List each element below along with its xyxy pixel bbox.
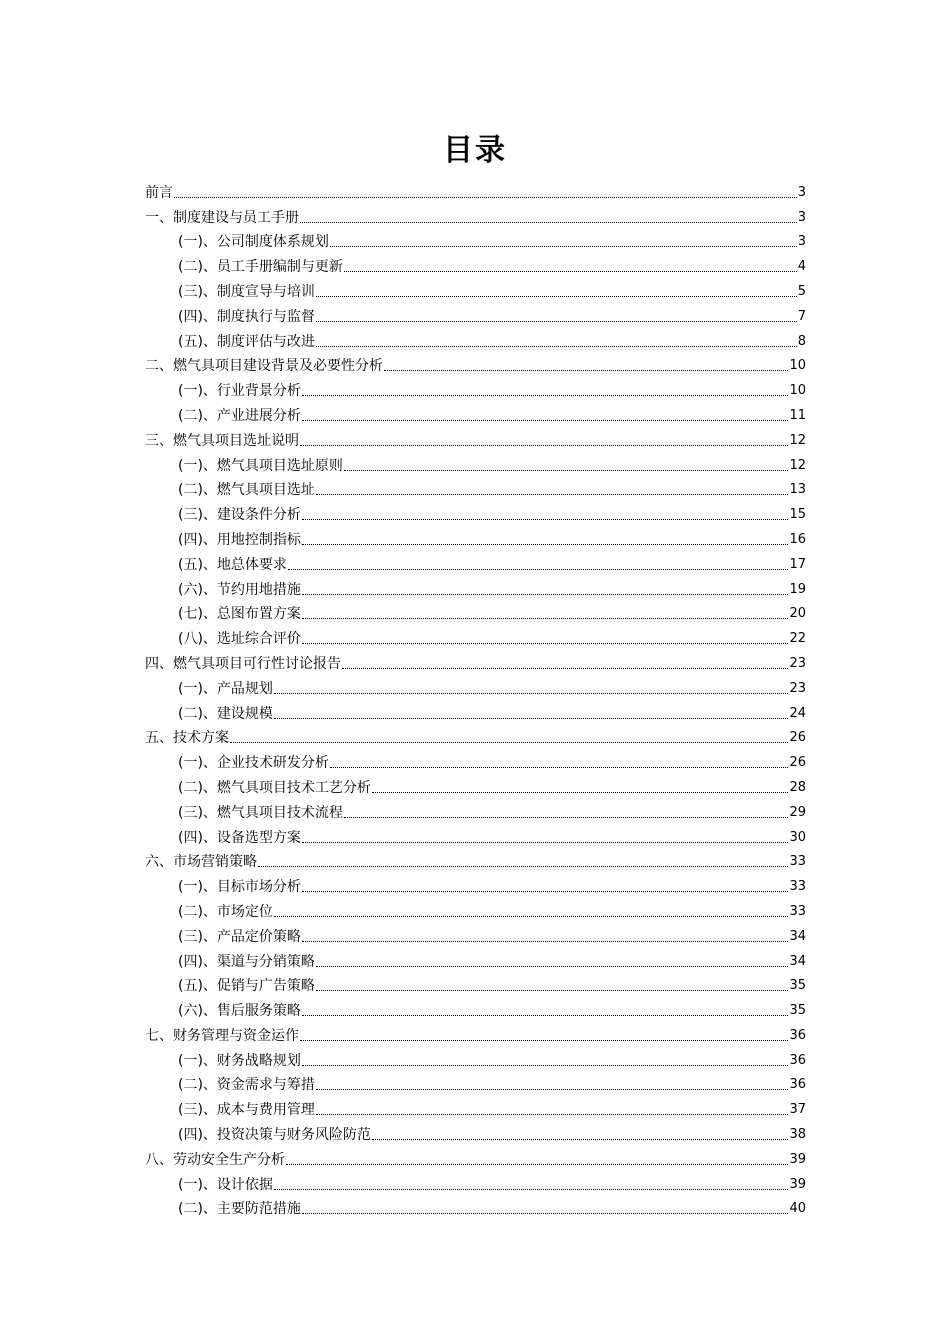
toc-entry[interactable] xyxy=(145,920,806,945)
toc-entry-label: (四)、渠道与分销策略 xyxy=(178,953,315,970)
toc-entry[interactable] xyxy=(145,895,806,920)
toc-entry-label: (三)、燃气具项目技术流程 xyxy=(178,804,343,821)
toc-entry-label: (二)、建设规模 xyxy=(178,705,273,722)
toc-entry-label: (二)、主要防范措施 xyxy=(178,1201,301,1218)
toc-entry-label: (一)、财务战略规划 xyxy=(178,1052,301,1069)
toc-dot-leader xyxy=(174,197,797,198)
toc-entry[interactable] xyxy=(145,523,806,548)
toc-page-number: 19 xyxy=(789,581,806,597)
toc-page-number: 23 xyxy=(789,655,806,671)
toc-dot-leader xyxy=(316,990,789,991)
toc-dot-leader xyxy=(316,1114,789,1115)
toc-entry-label: (三)、制度宣导与培训 xyxy=(178,283,315,300)
toc-entry[interactable] xyxy=(145,945,806,970)
toc-dot-leader xyxy=(372,1139,789,1140)
toc-entry-label: 前言 xyxy=(145,184,173,201)
toc-entry[interactable] xyxy=(145,399,806,424)
toc-entry[interactable] xyxy=(145,746,806,771)
toc-page-number: 23 xyxy=(789,680,806,696)
toc-page-number: 7 xyxy=(797,308,806,324)
toc-dot-leader xyxy=(300,222,797,223)
toc-dot-leader xyxy=(274,1189,789,1190)
toc-page-number: 35 xyxy=(789,978,806,994)
toc-entry[interactable] xyxy=(145,846,806,871)
toc-page-number: 34 xyxy=(789,953,806,969)
toc-entry-label: (四)、制度执行与监督 xyxy=(178,308,315,325)
toc-entry[interactable] xyxy=(145,1168,806,1193)
toc-entry-label: (二)、燃气具项目技术工艺分析 xyxy=(178,779,371,796)
toc-dot-leader xyxy=(274,693,789,694)
toc-entry[interactable] xyxy=(145,771,806,796)
toc-entry-label: (二)、资金需求与筹措 xyxy=(178,1077,315,1094)
toc-dot-leader xyxy=(286,1164,788,1165)
toc-entry-label: (一)、公司制度体系规划 xyxy=(178,234,329,251)
toc-entry-label: (一)、燃气具项目选址原则 xyxy=(178,457,343,474)
toc-page-number: 11 xyxy=(789,407,806,423)
toc-dot-leader xyxy=(302,594,789,595)
toc-dot-leader xyxy=(274,718,789,719)
toc-entry-label: 一、制度建设与员工手册 xyxy=(145,209,299,226)
toc-dot-leader xyxy=(300,1040,788,1041)
toc-dot-leader xyxy=(316,296,797,297)
toc-page-number: 36 xyxy=(789,1052,806,1068)
toc-entry-label: (三)、成本与费用管理 xyxy=(178,1102,315,1119)
toc-entry-label: (二)、产业进展分析 xyxy=(178,407,301,424)
toc-entry[interactable] xyxy=(145,1019,806,1044)
toc-entry[interactable] xyxy=(145,226,806,251)
toc-entry[interactable] xyxy=(145,275,806,300)
toc-entry[interactable] xyxy=(145,697,806,722)
toc-page-number: 36 xyxy=(789,1027,806,1043)
toc-entry[interactable] xyxy=(145,374,806,399)
toc-dot-leader xyxy=(316,346,797,347)
toc-entry-label: 四、燃气具项目可行性讨论报告 xyxy=(145,655,341,672)
toc-dot-leader xyxy=(302,420,789,421)
toc-page-number: 33 xyxy=(789,854,806,870)
page-title: 目录 xyxy=(443,133,507,168)
toc-entry[interactable] xyxy=(145,994,806,1019)
toc-entry[interactable] xyxy=(145,350,806,375)
toc-entry-label: 七、财务管理与资金运作 xyxy=(145,1027,299,1044)
toc-page-number: 33 xyxy=(789,879,806,895)
toc-entry[interactable] xyxy=(145,647,806,672)
toc-page-number: 17 xyxy=(789,556,806,572)
toc-page-number: 37 xyxy=(789,1102,806,1118)
toc-page-number: 39 xyxy=(789,1151,806,1167)
toc-dot-leader xyxy=(344,271,797,272)
toc-dot-leader xyxy=(302,1213,789,1214)
toc-entry[interactable] xyxy=(145,176,806,201)
toc-entry[interactable] xyxy=(145,622,806,647)
toc-page-number: 24 xyxy=(789,705,806,721)
toc-entry[interactable] xyxy=(145,870,806,895)
toc-dot-leader xyxy=(330,767,789,768)
toc-entry[interactable] xyxy=(145,722,806,747)
toc-page-number: 10 xyxy=(789,383,806,399)
toc-entry[interactable] xyxy=(145,325,806,350)
toc-entry-label: (四)、设备选型方案 xyxy=(178,829,301,846)
toc-dot-leader xyxy=(302,891,789,892)
toc-page-number: 8 xyxy=(797,333,806,349)
toc-entry[interactable] xyxy=(145,474,806,499)
toc-page-number: 28 xyxy=(789,779,806,795)
toc-entry-label: (六)、节约用地措施 xyxy=(178,581,301,598)
toc-dot-leader xyxy=(302,842,789,843)
toc-dot-leader xyxy=(258,866,788,867)
toc-page-number: 10 xyxy=(789,358,806,374)
toc-dot-leader xyxy=(316,1089,789,1090)
toc-entry-label: (五)、制度评估与改进 xyxy=(178,333,315,350)
toc-dot-leader xyxy=(302,395,789,396)
toc-entry[interactable] xyxy=(145,1118,806,1143)
toc-entry[interactable] xyxy=(145,821,806,846)
toc-dot-leader xyxy=(300,445,788,446)
toc-dot-leader xyxy=(342,668,788,669)
toc-page-number: 3 xyxy=(797,184,806,200)
toc-entry[interactable] xyxy=(145,1093,806,1118)
toc-dot-leader xyxy=(230,742,788,743)
toc-dot-leader xyxy=(316,966,789,967)
toc-entry-label: (五)、促销与广告策略 xyxy=(178,978,315,995)
toc-entry-label: (八)、选址综合评价 xyxy=(178,631,301,648)
toc-entry[interactable] xyxy=(145,672,806,697)
toc-entry[interactable] xyxy=(145,548,806,573)
toc-page-number: 12 xyxy=(789,432,806,448)
table-of-contents xyxy=(145,176,806,1217)
toc-entry-label: (三)、产品定价策略 xyxy=(178,928,301,945)
toc-page-number: 13 xyxy=(789,482,806,498)
toc-dot-leader xyxy=(302,544,789,545)
toc-page-number: 5 xyxy=(797,283,806,299)
toc-dot-leader xyxy=(384,370,788,371)
toc-dot-leader xyxy=(274,916,789,917)
toc-page-number: 15 xyxy=(789,507,806,523)
toc-entry[interactable] xyxy=(145,796,806,821)
toc-page-number: 3 xyxy=(797,234,806,250)
toc-entry[interactable] xyxy=(145,449,806,474)
toc-page-number: 33 xyxy=(789,903,806,919)
toc-entry[interactable] xyxy=(145,498,806,523)
toc-entry-label: 三、燃气具项目选址说明 xyxy=(145,432,299,449)
toc-entry-label: (一)、产品规划 xyxy=(178,680,273,697)
toc-dot-leader xyxy=(344,817,789,818)
toc-entry-label: (三)、建设条件分析 xyxy=(178,507,301,524)
toc-dot-leader xyxy=(302,941,789,942)
toc-dot-leader xyxy=(316,494,789,495)
toc-page-number: 38 xyxy=(789,1127,806,1143)
toc-entry[interactable] xyxy=(145,201,806,226)
toc-entry[interactable] xyxy=(145,598,806,623)
toc-entry[interactable] xyxy=(145,300,806,325)
toc-page-number: 12 xyxy=(789,457,806,473)
toc-page-number: 29 xyxy=(789,804,806,820)
toc-dot-leader xyxy=(344,470,789,471)
toc-entry-label: (二)、燃气具项目选址 xyxy=(178,482,315,499)
toc-page-number: 39 xyxy=(789,1176,806,1192)
toc-page-number: 26 xyxy=(789,730,806,746)
toc-page-number: 40 xyxy=(789,1201,806,1217)
toc-dot-leader xyxy=(302,618,789,619)
toc-entry[interactable] xyxy=(145,1143,806,1168)
toc-dot-leader xyxy=(302,643,789,644)
toc-entry-label: (二)、市场定位 xyxy=(178,903,273,920)
toc-entry[interactable] xyxy=(145,970,806,995)
toc-dot-leader xyxy=(288,569,789,570)
toc-dot-leader xyxy=(302,1065,789,1066)
toc-page-number: 30 xyxy=(789,829,806,845)
toc-dot-leader xyxy=(330,246,797,247)
toc-page-number: 22 xyxy=(789,631,806,647)
toc-page-number: 16 xyxy=(789,531,806,547)
toc-page-number: 3 xyxy=(797,209,806,225)
toc-page-number: 34 xyxy=(789,928,806,944)
toc-dot-leader xyxy=(302,1015,789,1016)
toc-entry-label: 五、技术方案 xyxy=(145,730,229,747)
toc-entry-label: (七)、总图布置方案 xyxy=(178,606,301,623)
toc-entry-label: (一)、目标市场分析 xyxy=(178,879,301,896)
toc-entry-label: 二、燃气具项目建设背景及必要性分析 xyxy=(145,358,383,375)
toc-entry[interactable] xyxy=(145,1069,806,1094)
toc-page-number: 4 xyxy=(797,259,806,275)
toc-entry[interactable] xyxy=(145,250,806,275)
toc-entry-label: (四)、投资决策与财务风险防范 xyxy=(178,1127,371,1144)
toc-dot-leader xyxy=(302,519,789,520)
toc-entry-label: (二)、员工手册编制与更新 xyxy=(178,259,343,276)
toc-page-number: 35 xyxy=(789,1003,806,1019)
toc-entry-label: (一)、企业技术研发分析 xyxy=(178,755,329,772)
toc-entry-label: (一)、设计依据 xyxy=(178,1176,273,1193)
toc-entry-label: (一)、行业背景分析 xyxy=(178,383,301,400)
toc-entry[interactable] xyxy=(145,573,806,598)
toc-entry-label: (六)、售后服务策略 xyxy=(178,1003,301,1020)
toc-dot-leader xyxy=(372,792,789,793)
toc-dot-leader xyxy=(316,321,797,322)
toc-entry[interactable] xyxy=(145,424,806,449)
toc-entry-label: 六、市场营销策略 xyxy=(145,854,257,871)
toc-entry[interactable] xyxy=(145,1193,806,1218)
toc-entry-label: (四)、用地控制指标 xyxy=(178,531,301,548)
toc-entry[interactable] xyxy=(145,1044,806,1069)
toc-page-number: 36 xyxy=(789,1077,806,1093)
toc-entry-label: 八、劳动安全生产分析 xyxy=(145,1151,285,1168)
toc-page-number: 20 xyxy=(789,606,806,622)
toc-entry-label: (五)、地总体要求 xyxy=(178,556,287,573)
toc-page-number: 26 xyxy=(789,755,806,771)
